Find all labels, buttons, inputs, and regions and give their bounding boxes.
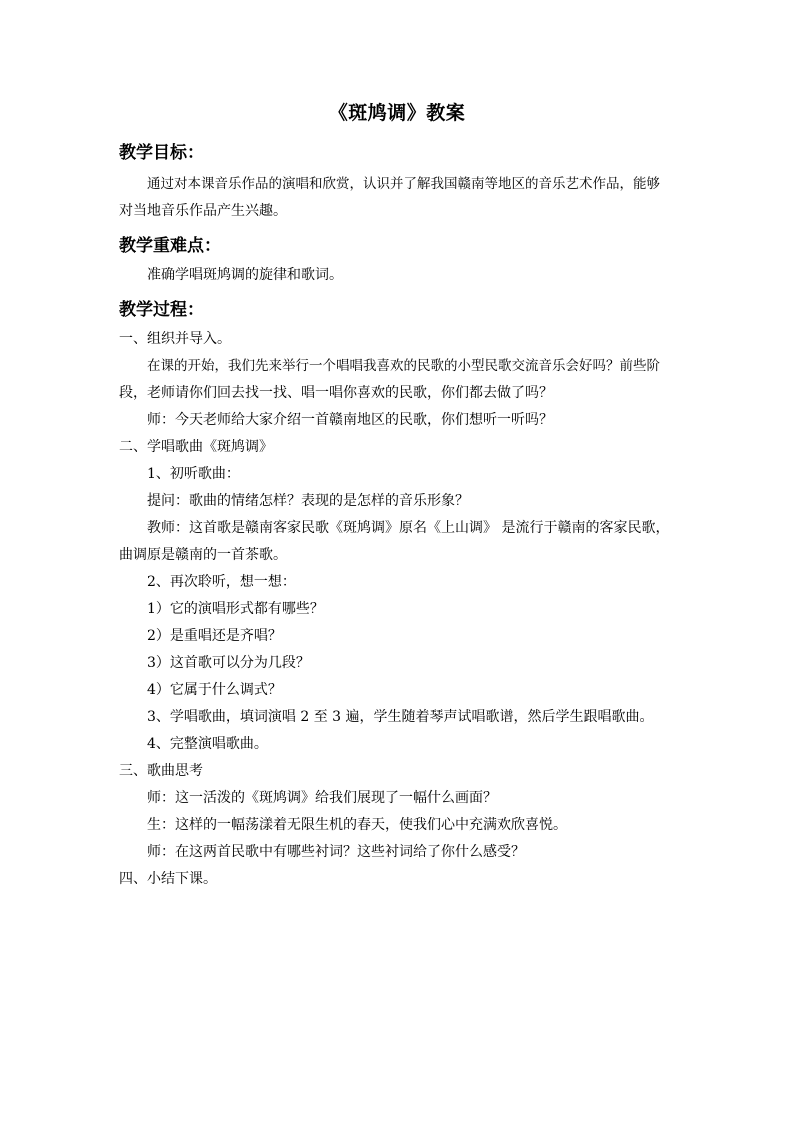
process-heading: 教学过程： [119, 300, 204, 320]
section-2-teacher-line-2: 曲调原是赣南的一首茶歌。 [119, 547, 287, 563]
section-3-teacher-line-1: 师：这一活泼的《斑鸠调》给我们展现了一幅什么画面？ [147, 790, 497, 806]
section-2-item-1: 1、初听歌曲： [147, 466, 240, 482]
section-1-paragraph-line-1: 在课的开始，我们先来举行一个唱唱我喜欢的民歌的小型民歌交流音乐会好吗？前些阶 [147, 358, 660, 374]
section-2-item-4: 4、完整演唱歌曲。 [147, 736, 268, 752]
section-2-item-3: 3、学唱歌曲，填词演唱 2 至 3 遍，学生随着琴声试唱歌谱，然后学生跟唱歌曲。 [147, 709, 654, 725]
section-2-question: 提问：歌曲的情绪怎样？表现的是怎样的音乐形象？ [147, 493, 469, 509]
section-2-item-2: 2、再次聆听，想一想： [147, 574, 296, 590]
objectives-paragraph-line-2: 对当地音乐作品产生兴趣。 [119, 203, 287, 219]
section-2-subitem-2: 2）是重唱还是齐唱？ [147, 628, 282, 644]
section-1-title: 一、组织并导入。 [119, 331, 231, 347]
section-2-title: 二、学唱歌曲《斑鸠调》 [119, 439, 273, 455]
section-2-subitem-1: 1）它的演唱形式都有哪些？ [147, 601, 324, 617]
key-points-heading: 教学重难点： [119, 236, 221, 256]
section-3-title: 三、歌曲思考 [119, 763, 203, 779]
objectives-heading: 教学目标： [119, 143, 204, 163]
section-2-subitem-3: 3）这首歌可以分为几段？ [147, 655, 310, 671]
section-2-subitem-4: 4）它属于什么调式？ [147, 682, 282, 698]
section-1-teacher-line: 师：今天老师给大家介绍一首赣南地区的民歌，你们想听一听吗？ [147, 412, 553, 428]
section-1-paragraph-line-2: 段，老师请你们回去找一找、唱一唱你喜欢的民歌，你们都去做了吗？ [119, 385, 553, 401]
section-2-teacher-line-1: 教师：这首歌是赣南客家民歌《斑鸠调》原名《上山调》 是流行于赣南的客家民歌， [147, 520, 670, 536]
section-3-teacher-line-2: 师：在这两首民歌中有哪些衬词？这些衬词给了你什么感受？ [147, 844, 525, 860]
section-3-student-line: 生：这样的一幅荡漾着无限生机的春天，使我们心中充满欢欣喜悦。 [147, 817, 567, 833]
key-points-paragraph: 准确学唱斑鸠调的旋律和歌词。 [147, 267, 343, 283]
section-4-title: 四、小结下课。 [119, 871, 217, 887]
objectives-paragraph-line-1: 通过对本课音乐作品的演唱和欣赏，认识并了解我国赣南等地区的音乐艺术作品，能够 [147, 176, 660, 192]
document-title: 《斑鸠调》教案 [328, 102, 466, 124]
